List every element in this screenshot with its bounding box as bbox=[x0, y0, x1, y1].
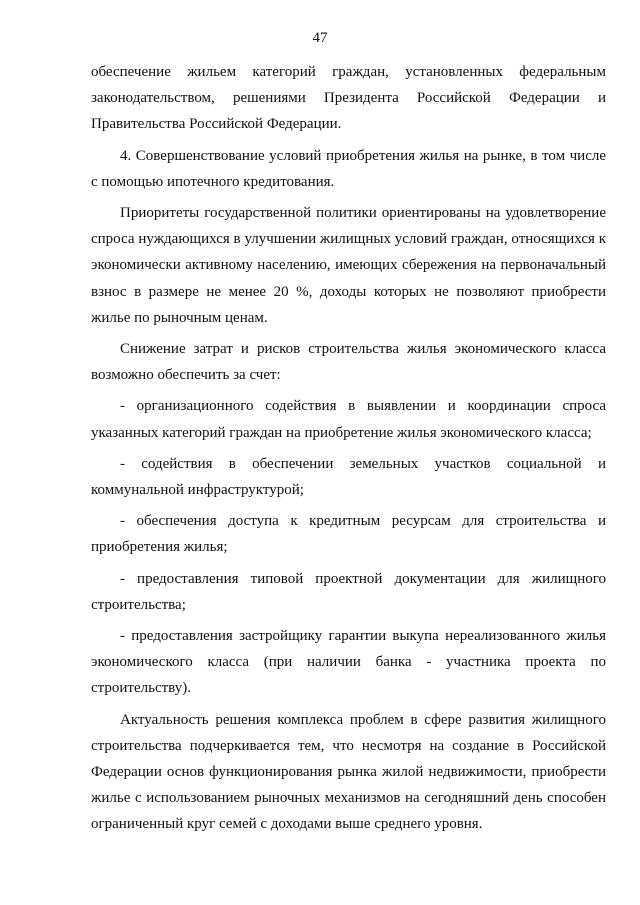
list-item-design-documentation: - предоставления типовой проектной документации для жилищного строительства; bbox=[91, 570, 606, 613]
paragraph-relevance: Актуальность решения комплекса проблем в сфере развития жилищного строительства подчеркивается тем, что несмотря на создание в Российской Федерации основ функционирования рынка жилой недвижимости, приобрести жилье с использованием рыночных механизмов на сегодняшний день способен ограниченный круг семей с доходами выше среднего уровня. bbox=[91, 711, 606, 833]
paragraph-section-4-heading: 4. Совершенствование условий приобретения жилья на рынке, в том числе с помощью ипотечного кредитования. bbox=[91, 147, 606, 190]
list-item-buyout-guarantee: - предоставления застройщику гарантии выкупа нереализованного жилья экономического класса (при наличии банка - участника проекта по строительству). bbox=[91, 628, 606, 697]
page-number: 47 bbox=[312, 30, 328, 46]
document-body bbox=[91, 59, 606, 838]
list-item-credit-access: - обеспечения доступа к кредитным ресурсам для строительства и приобретения жилья; bbox=[91, 513, 606, 556]
list-item-land-plots: - содействия в обеспечении земельных участков социальной и коммунальной инфраструктурой; bbox=[91, 455, 606, 499]
paragraph-priorities: Приоритеты государственной политики ориентированы на удовлетворение спроса нуждающихся в улучшении жилищных условий граждан, относящихся к экономически активному населению, имеющих сбережения на первоначальный взнос в размере не менее 20 %, доходы которых не позволяют приобрести жилье по рыночным ценам. bbox=[91, 205, 606, 326]
list-item-organizational-support: - организационного содействия в выявлении и координации спроса указанных категорий граждан на приобретение жилья экономического класса; bbox=[91, 398, 606, 441]
paragraph-continuation: обеспечение жильем категорий граждан, установленных федеральным законодательством, решениями Президента Российской Федерации и Правительства Российской Федерации. bbox=[91, 64, 606, 133]
paragraph-cost-reduction: Снижение затрат и рисков строительства жилья экономического класса возможно обеспечить за счет: bbox=[91, 341, 606, 384]
